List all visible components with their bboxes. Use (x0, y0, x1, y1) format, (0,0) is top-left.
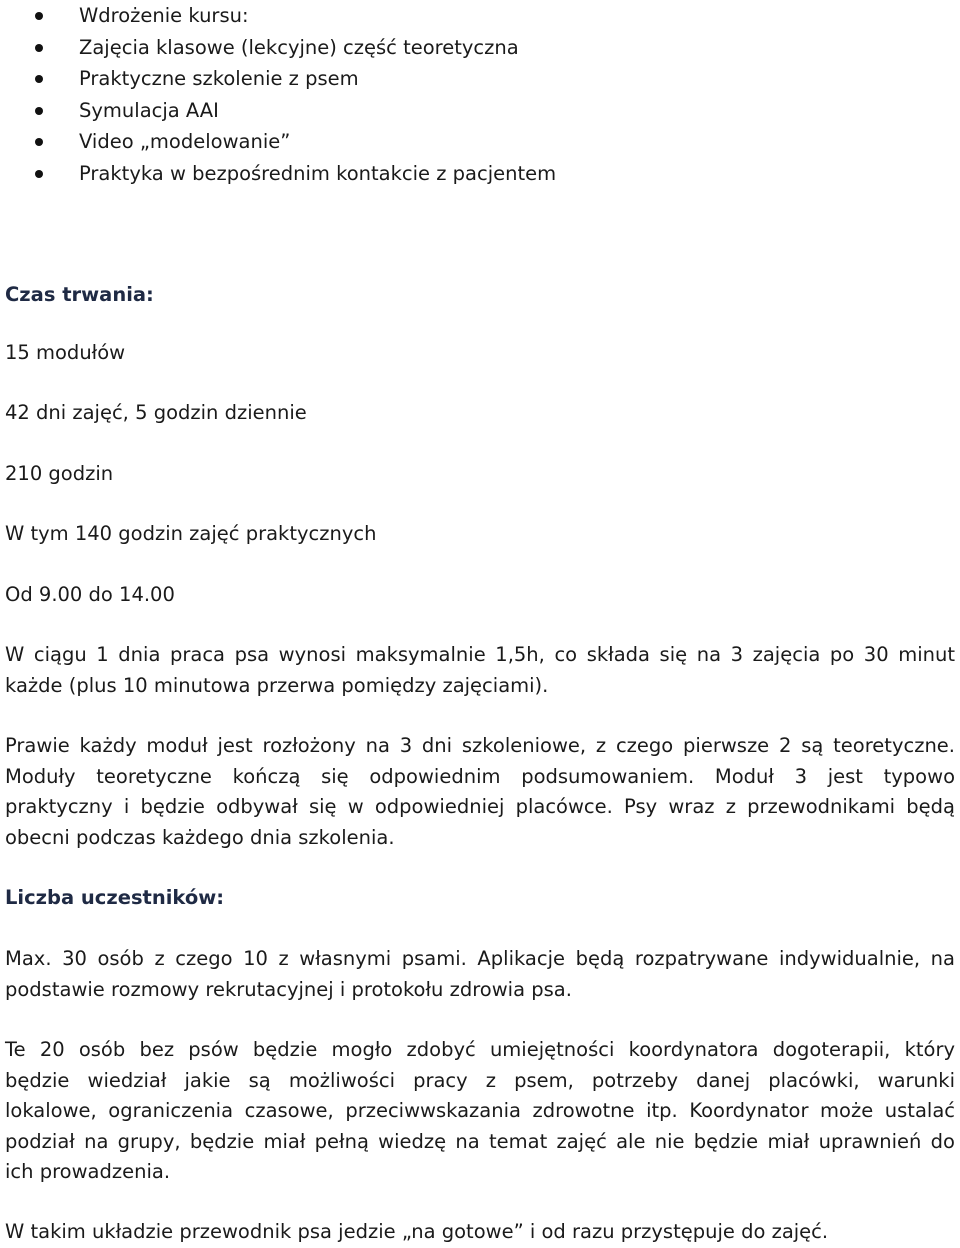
duration-hours: 210 godzin (5, 462, 114, 485)
list-item-text: Wdrożenie kursu: (79, 4, 249, 27)
list-item-text: Symulacja AAI (79, 98, 219, 122)
paragraph-line: praktyczny i będzie odbywał się w odpowiedniej placówce. Psy wraz z przewodnikami będą (5, 795, 955, 818)
bullet-icon (35, 107, 43, 115)
bullet-icon (35, 170, 43, 178)
paragraph-line: Moduły teoretyczne kończą się odpowiednim podsumowaniem. Moduł 3 jest typowo (5, 764, 955, 788)
duration-days: 42 dni zajęć, 5 godzin dziennie (5, 401, 307, 424)
paragraph-line: każde (plus 10 minutowa przerwa pomiędzy zajęciami). (5, 673, 549, 697)
paragraph-line: obecni podczas każdego dnia szkolenia. (5, 825, 395, 849)
duration-modules: 15 modułów (5, 341, 126, 364)
list-item (0, 63, 960, 95)
bullet-icon (35, 75, 43, 83)
paragraph-line: będzie wiedział jakie są możliwości pracy z psem, potrzeby danej placówki, warunki (5, 1068, 955, 1092)
course-implementation-list (0, 0, 960, 189)
coordinator-paragraph (5, 1035, 955, 1188)
duration-practical-hours: W tym 140 godzin zajęć praktycznych (5, 522, 377, 545)
paragraph-line: W ciągu 1 dnia praca psa wynosi maksymalnie 1,5h, co składa się na 3 zajęcia po 30 minut (5, 643, 955, 666)
list-item (0, 126, 960, 158)
list-item-text: Praktyka w bezpośrednim kontakcie z pacjentem (79, 161, 557, 185)
bullet-icon (35, 138, 43, 146)
participants-heading: Liczba uczestników: (5, 886, 225, 909)
max-participants-paragraph (5, 944, 955, 1005)
paragraph-line: lokalowe, ograniczenia czasowe, przeciwwskazania zdrowotne itp. Koordynator może ustalać (5, 1099, 955, 1122)
paragraph-line: podział na grupy, będzie miał pełną wiedzę na temat zajęć ale nie będzie miał uprawnień do (5, 1129, 955, 1153)
modules-paragraph (5, 731, 955, 853)
list-item-text: Praktyczne szkolenie z psem (79, 67, 359, 90)
list-item-text: Zajęcia klasowe (lekcyjne) część teoretyczna (79, 35, 519, 59)
list-item (0, 32, 960, 64)
paragraph-line: Max. 30 osób z czego 10 z własnymi psami. Aplikacje będą rozpatrywane indywidualnie, na (5, 947, 955, 970)
dog-work-paragraph (5, 640, 955, 701)
paragraph-line: podstawie rozmowy rekrutacyjnej i protokołu zdrowia psa. (5, 977, 572, 1001)
list-item-text: Video „modelowanie” (79, 130, 291, 153)
duration-heading: Czas trwania: (5, 283, 154, 306)
paragraph-line: Prawie każdy moduł jest rozłożony na 3 dni szkoleniowe, z czego pierwsze 2 są teoretyczne. (5, 734, 955, 757)
duration-time-range: Od 9.00 do 14.00 (5, 583, 175, 606)
paragraph-line: Te 20 osób bez psów będzie mogło zdobyć umiejętności koordynatora dogoterapii, który (5, 1038, 955, 1061)
bullet-icon (35, 44, 43, 52)
closing-line: W takim układzie przewodnik psa jedzie „na gotowe” i od razu przystępuje do zajęć. (5, 1220, 829, 1243)
list-item (0, 158, 960, 190)
list-item (0, 95, 960, 127)
bullet-icon (35, 12, 43, 20)
paragraph-line: ich prowadzenia. (5, 1160, 171, 1183)
list-item (0, 0, 960, 32)
